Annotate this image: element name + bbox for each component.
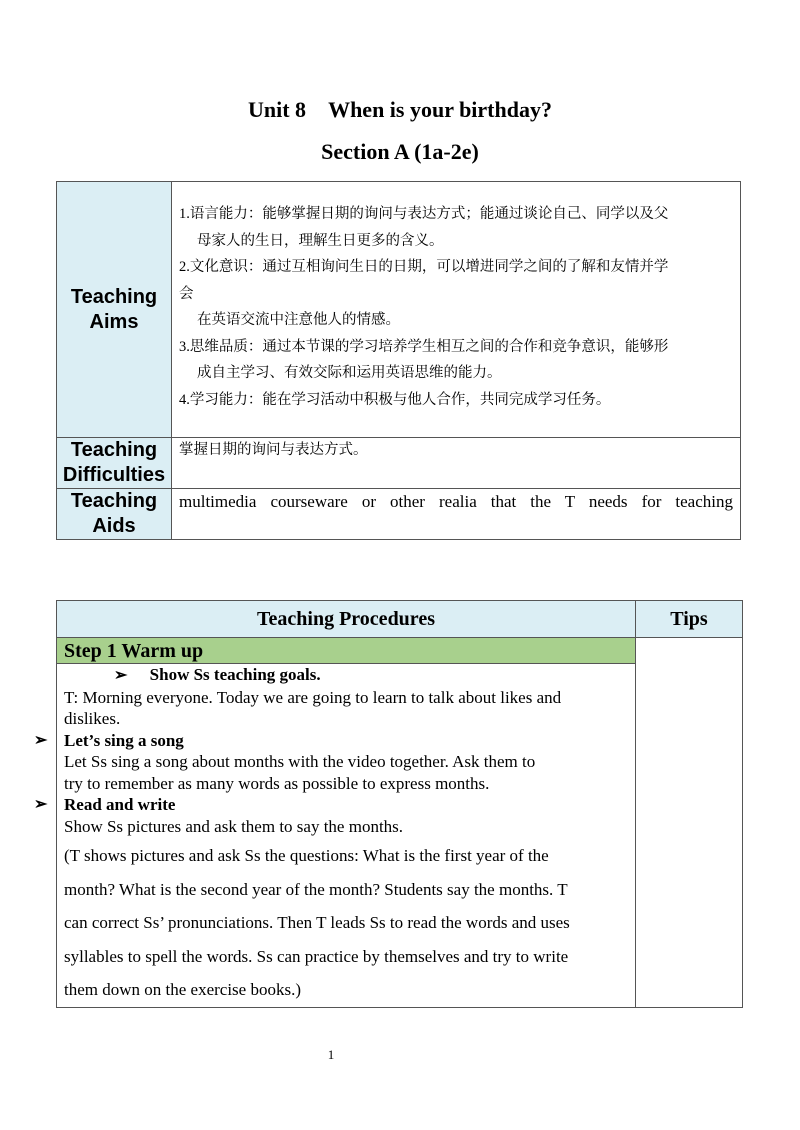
detail-line: (T shows pictures and ask Ss the questions: What is the first year of the: [64, 846, 549, 865]
song-text: Let Ss sing a song about months with the video together. Ask them to: [64, 752, 536, 771]
read-write-heading-line: [34, 794, 627, 816]
difficulties-label: Teaching Difficulties: [57, 438, 172, 489]
aims-line: 4.学习能力：能在学习活动中积极与他人合作，共同完成学习任务。: [179, 391, 611, 408]
goal-heading: Show Ss teaching goals.: [149, 665, 321, 684]
tips-header: Tips: [636, 601, 743, 638]
aims-line: 会: [179, 285, 194, 302]
song-text: try to remember as many words as possible to express months.: [64, 773, 490, 793]
detail-line: month? What is the second year of the month? Students say the months. T: [64, 879, 568, 899]
aims-row: [57, 182, 741, 438]
difficulties-content: 掌握日期的询问与表达方式。: [172, 438, 741, 489]
aids-label: Teaching Aids: [57, 489, 172, 540]
aids-row: [57, 489, 741, 540]
goal-text: dislikes.: [64, 709, 121, 728]
arrow-bullet-icon: ➢: [34, 796, 48, 813]
aims-line: 1.语言能力：能够掌握日期的询问与表达方式；能通过谈论自己、同学以及父: [179, 206, 669, 222]
goal-heading-line: [64, 664, 627, 687]
aims-line: 在英语交流中注意他人的情感。: [197, 312, 400, 328]
aims-label: Teaching Aims: [57, 182, 172, 438]
aims-content: [172, 182, 741, 438]
song-heading-line: [34, 730, 627, 752]
tips-cell: [636, 638, 743, 1008]
unit-question: When is your birthday?: [328, 97, 552, 122]
detail-line: them down on the exercise books.): [64, 980, 301, 999]
teaching-aims-table: [56, 181, 741, 540]
read-write-heading: Read and write: [64, 795, 176, 814]
section-title: Section A (1a-2e): [321, 139, 479, 164]
step-title: Step 1 Warm up: [57, 638, 636, 664]
aims-line: 母家人的生日，理解生日更多的含义。: [197, 232, 444, 249]
difficulties-row: [57, 438, 741, 489]
unit-label: Unit 8: [248, 97, 307, 122]
procedures-header-row: [57, 601, 743, 638]
teaching-procedures-table: [34, 600, 743, 1008]
aims-line: 3.思维品质：通过本节课的学习培养学生相互之间的合作和竞争意识，能够形: [179, 338, 669, 355]
goal-text: T: Morning everyone. Today we are going to learn to talk about likes and: [64, 687, 562, 707]
procedures-header: Teaching Procedures: [57, 601, 636, 638]
song-heading: Let’s sing a song: [64, 730, 184, 750]
aims-line: 成自主学习、有效交际和运用英语思维的能力。: [197, 365, 502, 381]
unit-title: [0, 97, 800, 123]
arrow-bullet-icon: ➢: [114, 667, 128, 684]
procedure-body: [34, 664, 636, 1008]
page-number: 1: [327, 1047, 335, 1062]
aims-line: 2.文化意识：通过互相询问生日的日期，可以增进同学之间的了解和友情并学: [179, 259, 669, 275]
detail-line: can correct Ss’ pronunciations. Then T leads Ss to read the words and uses: [64, 913, 570, 932]
aids-content: multimedia courseware or other realia that the T needs for teaching: [172, 489, 741, 540]
step-row: [57, 638, 743, 664]
detail-line: syllables to spell the words. Ss can practice by themselves and try to write: [64, 946, 569, 966]
read-write-text: Show Ss pictures and ask them to say the months.: [64, 816, 404, 836]
arrow-bullet-icon: ➢: [34, 731, 48, 749]
